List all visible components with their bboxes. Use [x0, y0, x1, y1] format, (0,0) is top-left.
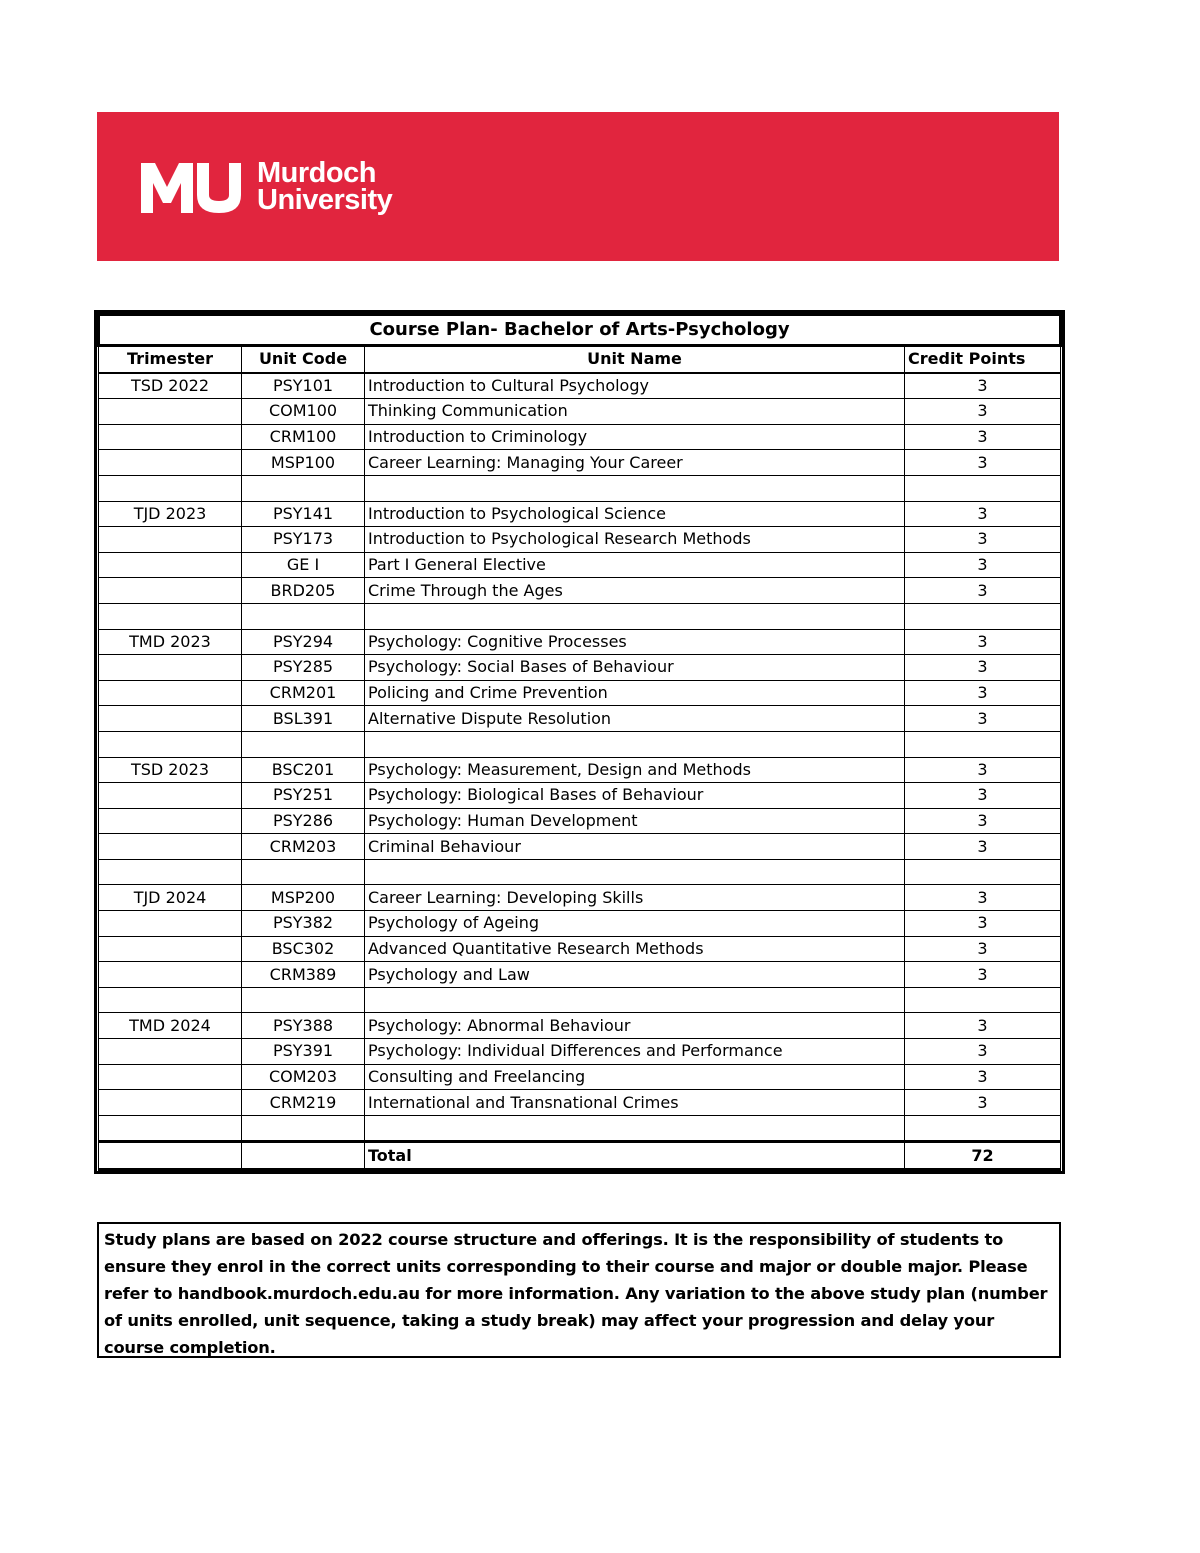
unit-name-cell: Psychology: Biological Bases of Behaviour: [365, 783, 905, 809]
table-row: [99, 987, 1061, 1013]
credit-points-cell: [905, 731, 1061, 757]
trimester-cell: [99, 962, 242, 988]
credit-points-cell: [905, 603, 1061, 629]
trimester-cell: [99, 680, 242, 706]
table-row: [99, 450, 1061, 476]
mu-logo-icon: [141, 161, 245, 213]
table-row: [99, 578, 1061, 604]
trimester-cell: [99, 808, 242, 834]
credit-points-cell: 3: [905, 1090, 1061, 1116]
credit-points-cell: [905, 475, 1061, 501]
column-header-credit-points: Credit Points: [905, 346, 1061, 373]
unit-code-cell: BSL391: [242, 706, 365, 732]
total-credit-points: 72: [905, 1142, 1061, 1170]
credit-points-cell: [905, 1115, 1061, 1142]
unit-name-cell: Psychology: Abnormal Behaviour: [365, 1013, 905, 1039]
trimester-cell: [99, 603, 242, 629]
course-plan-table: [97, 313, 1062, 1171]
unit-name-cell: Crime Through the Ages: [365, 578, 905, 604]
unit-name-cell: [365, 603, 905, 629]
table-row: [99, 1039, 1061, 1065]
unit-code-cell: PSY382: [242, 911, 365, 937]
unit-code-cell: BSC201: [242, 757, 365, 783]
table-row: [99, 424, 1061, 450]
unit-code-cell: CRM389: [242, 962, 365, 988]
unit-name-cell: Thinking Communication: [365, 399, 905, 425]
table-row: [99, 1013, 1061, 1039]
unit-name-cell: Psychology: Human Development: [365, 808, 905, 834]
unit-name-cell: Advanced Quantitative Research Methods: [365, 936, 905, 962]
unit-name-cell: Psychology: Social Bases of Behaviour: [365, 655, 905, 681]
unit-code-cell: PSY173: [242, 527, 365, 553]
credit-points-cell: 3: [905, 578, 1061, 604]
university-name-line1: Murdoch: [257, 157, 376, 189]
unit-code-cell: COM100: [242, 399, 365, 425]
course-plan-title: Course Plan- Bachelor of Arts-Psychology: [99, 315, 1061, 346]
credit-points-cell: 3: [905, 962, 1061, 988]
trimester-cell: [99, 399, 242, 425]
unit-name-cell: Career Learning: Developing Skills: [365, 885, 905, 911]
university-name-line2: University: [257, 184, 393, 216]
credit-points-cell: 3: [905, 399, 1061, 425]
unit-code-cell: BSC302: [242, 936, 365, 962]
table-row: [99, 757, 1061, 783]
credit-points-cell: 3: [905, 501, 1061, 527]
credit-points-cell: 3: [905, 629, 1061, 655]
table-row: [99, 399, 1061, 425]
trimester-cell: TJD 2023: [99, 501, 242, 527]
unit-code-cell: PSY101: [242, 373, 365, 399]
trimester-cell: TSD 2022: [99, 373, 242, 399]
unit-name-cell: Psychology: Cognitive Processes: [365, 629, 905, 655]
credit-points-cell: 3: [905, 424, 1061, 450]
unit-code-cell: MSP100: [242, 450, 365, 476]
credit-points-cell: 3: [905, 706, 1061, 732]
table-row: [99, 962, 1061, 988]
trimester-cell: TSD 2023: [99, 757, 242, 783]
table-row: [99, 885, 1061, 911]
credit-points-cell: 3: [905, 834, 1061, 860]
trimester-cell: TJD 2024: [99, 885, 242, 911]
unit-code-cell: [242, 731, 365, 757]
table-row: [99, 552, 1061, 578]
trimester-cell: [99, 859, 242, 885]
unit-code-cell: [242, 859, 365, 885]
unit-name-cell: Introduction to Psychological Science: [365, 501, 905, 527]
table-row: [99, 373, 1061, 399]
trimester-cell: TMD 2023: [99, 629, 242, 655]
trimester-cell: [99, 655, 242, 681]
trimester-cell: [99, 527, 242, 553]
unit-name-cell: [365, 475, 905, 501]
column-header-trimester: Trimester: [99, 346, 242, 373]
header-banner: [97, 112, 1059, 261]
table-row: [99, 1115, 1061, 1142]
unit-name-cell: Part I General Elective: [365, 552, 905, 578]
unit-code-cell: [242, 475, 365, 501]
table-row: [99, 680, 1061, 706]
table-row: [99, 1064, 1061, 1090]
unit-code-cell: COM203: [242, 1064, 365, 1090]
table-row: [99, 808, 1061, 834]
table-row: [99, 859, 1061, 885]
unit-name-cell: Psychology and Law: [365, 962, 905, 988]
unit-code-cell: CRM201: [242, 680, 365, 706]
total-label: Total: [365, 1142, 905, 1170]
trimester-cell: TMD 2024: [99, 1013, 242, 1039]
trimester-cell: [99, 783, 242, 809]
unit-code-cell: PSY251: [242, 783, 365, 809]
unit-code-cell: [242, 603, 365, 629]
trimester-cell: [99, 1064, 242, 1090]
trimester-cell: [99, 1090, 242, 1116]
table-row: [99, 911, 1061, 937]
unit-name-cell: International and Transnational Crimes: [365, 1090, 905, 1116]
unit-code-cell: [242, 1115, 365, 1142]
trimester-cell: [99, 1115, 242, 1142]
unit-name-cell: Introduction to Psychological Research Methods: [365, 527, 905, 553]
unit-name-cell: Criminal Behaviour: [365, 834, 905, 860]
unit-name-cell: Alternative Dispute Resolution: [365, 706, 905, 732]
unit-name-cell: Career Learning: Managing Your Career: [365, 450, 905, 476]
trimester-cell: [99, 911, 242, 937]
credit-points-cell: 3: [905, 808, 1061, 834]
table-row: [99, 527, 1061, 553]
table-row: [99, 655, 1061, 681]
unit-name-cell: [365, 1115, 905, 1142]
university-logo: [141, 156, 392, 218]
unit-code-cell: GE I: [242, 552, 365, 578]
credit-points-cell: 3: [905, 373, 1061, 399]
credit-points-cell: 3: [905, 885, 1061, 911]
unit-name-cell: Introduction to Cultural Psychology: [365, 373, 905, 399]
credit-points-cell: [905, 987, 1061, 1013]
unit-name-cell: Psychology of Ageing: [365, 911, 905, 937]
unit-code-cell: BRD205: [242, 578, 365, 604]
credit-points-cell: 3: [905, 1013, 1061, 1039]
credit-points-cell: 3: [905, 757, 1061, 783]
unit-code-cell: PSY286: [242, 808, 365, 834]
trimester-cell: [99, 936, 242, 962]
credit-points-cell: 3: [905, 936, 1061, 962]
university-name: [257, 157, 393, 216]
column-header-unit-code: Unit Code: [242, 346, 365, 373]
credit-points-cell: 3: [905, 1064, 1061, 1090]
course-plan-body: [99, 373, 1061, 1142]
unit-name-cell: Policing and Crime Prevention: [365, 680, 905, 706]
unit-name-cell: Consulting and Freelancing: [365, 1064, 905, 1090]
unit-name-cell: [365, 987, 905, 1013]
credit-points-cell: 3: [905, 911, 1061, 937]
table-row: [99, 629, 1061, 655]
unit-code-cell: PSY388: [242, 1013, 365, 1039]
unit-code-cell: [242, 987, 365, 1013]
credit-points-cell: 3: [905, 527, 1061, 553]
unit-code-cell: PSY391: [242, 1039, 365, 1065]
total-empty-cell: [242, 1142, 365, 1170]
credit-points-cell: 3: [905, 783, 1061, 809]
credit-points-cell: 3: [905, 1039, 1061, 1065]
unit-name-cell: Introduction to Criminology: [365, 424, 905, 450]
unit-name-cell: Psychology: Measurement, Design and Methods: [365, 757, 905, 783]
table-row: [99, 475, 1061, 501]
unit-code-cell: PSY141: [242, 501, 365, 527]
unit-code-cell: CRM100: [242, 424, 365, 450]
trimester-cell: [99, 706, 242, 732]
unit-code-cell: CRM203: [242, 834, 365, 860]
table-row: [99, 731, 1061, 757]
trimester-cell: [99, 424, 242, 450]
credit-points-cell: 3: [905, 655, 1061, 681]
unit-code-cell: CRM219: [242, 1090, 365, 1116]
credit-points-cell: 3: [905, 680, 1061, 706]
trimester-cell: [99, 1039, 242, 1065]
credit-points-cell: [905, 859, 1061, 885]
credit-points-cell: 3: [905, 450, 1061, 476]
credit-points-cell: 3: [905, 552, 1061, 578]
unit-code-cell: PSY294: [242, 629, 365, 655]
trimester-cell: [99, 450, 242, 476]
unit-code-cell: MSP200: [242, 885, 365, 911]
unit-name-cell: [365, 731, 905, 757]
total-empty-cell: [99, 1142, 242, 1170]
unit-code-cell: PSY285: [242, 655, 365, 681]
table-row: [99, 1090, 1061, 1116]
table-row: [99, 603, 1061, 629]
study-plan-disclaimer: Study plans are based on 2022 course structure and offerings. It is the responsibility of students to ensure they enrol in the correct units corresponding to their course and major or double major. Please refer to handbook.murdoch.edu.au for more information. Any variation to the above study plan (number of units enrolled, unit sequence, taking a study break) may affect your progression and delay your course completion.: [97, 1222, 1061, 1358]
table-row: [99, 783, 1061, 809]
table-row: [99, 936, 1061, 962]
table-row: [99, 834, 1061, 860]
trimester-cell: [99, 552, 242, 578]
unit-name-cell: [365, 859, 905, 885]
trimester-cell: [99, 578, 242, 604]
trimester-cell: [99, 834, 242, 860]
table-row: [99, 706, 1061, 732]
unit-name-cell: Psychology: Individual Differences and Performance: [365, 1039, 905, 1065]
total-row: [99, 1142, 1061, 1170]
trimester-cell: [99, 475, 242, 501]
trimester-cell: [99, 987, 242, 1013]
column-header-unit-name: Unit Name: [365, 346, 905, 373]
table-row: [99, 501, 1061, 527]
trimester-cell: [99, 731, 242, 757]
